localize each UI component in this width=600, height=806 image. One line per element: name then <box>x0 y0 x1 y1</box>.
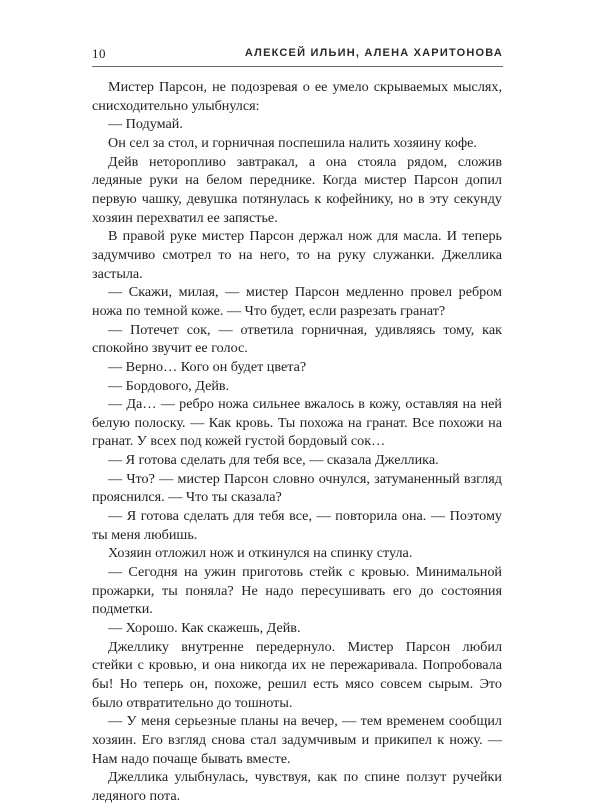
paragraph: — Я готова сделать для тебя все, — сказала Джеллика. <box>108 452 439 469</box>
paragraph: — Подумай. <box>108 116 183 133</box>
paragraph: — Скажи, милая, — мистер Парсон медленно провел ребром ножа по темной коже. — Что будет, если разрезать гранат? <box>92 284 502 319</box>
paragraph: Мистер Парсон, не подозревая о ее умело скрываемых мыслях, снисходительно улыбнулся: <box>92 79 502 114</box>
body-text <box>92 78 502 806</box>
paragraph: Он сел за стол, и горничная поспешила налить хозяину кофе. <box>108 134 477 151</box>
paragraph: — Хорошо. Как скажешь, Дейв. <box>108 620 301 637</box>
paragraph: Дейв неторопливо завтракал, а она стояла рядом, сложив ледяные руки на белом переднике. Когда мистер Парсон допил первую чашку, девушка потянулась к кофейнику, но в эту секунду хозяин перехватил ее запястье. <box>92 153 502 226</box>
paragraph: В правой руке мистер Парсон держал нож для масла. И теперь задумчиво смотрел то на него, то на руку служанки. Джеллика застыла. <box>92 228 502 282</box>
running-head: АЛЕКСЕЙ ИЛЬИН, АЛЕНА ХАРИТОНОВА <box>244 47 503 59</box>
paragraph: Джеллику внутренне передернуло. Мистер Парсон любил стейки с кровью, и она никогда их не пережаривала. Попробовала бы! Но теперь он, похоже, решил есть мясо совсем сырым. Это было отвратительно до тошноты. <box>92 638 502 711</box>
paragraph: — Сегодня на ужин приготовь стейк с кровью. Минимальной прожарки, ты поняла? Не надо пересушивать его до состояния подметки. <box>92 564 502 618</box>
paragraph: — Да… — ребро ножа сильнее вжалось в кожу, оставляя на ней белую полоску. — Как кровь. Ты похожа на гранат. Все похожи на гранат. У всех под кожей густой бордовый сок… <box>92 396 502 450</box>
paragraph: — Бордового, Дейв. <box>108 377 230 394</box>
page-number: 10 <box>92 46 106 61</box>
page-header <box>92 46 503 67</box>
paragraph: — У меня серьезные планы на вечер, — тем временем сообщил хозяин. Его взгляд снова стал задумчивым и прикипел к ножу. — Нам надо почаще бывать вместе. <box>92 713 502 767</box>
paragraph: — Верно… Кого он будет цвета? <box>108 358 307 375</box>
paragraph: Джеллика улыбнулась, чувствуя, как по спине ползут ручейки ледяного пота. <box>92 769 502 804</box>
paragraph: — Что? — мистер Парсон словно очнулся, затуманенный взгляд прояснился. — Что ты сказала? <box>92 470 502 506</box>
paragraph: — Я готова сделать для тебя все, — повторила она. — Поэтому ты меня любишь. <box>92 508 502 543</box>
paragraph: — Потечет сок, — ответила горничная, удивляясь тому, как спокойно звучит ее голос. <box>92 321 502 357</box>
paragraph: Хозяин отложил нож и откинулся на спинку стула. <box>108 545 413 562</box>
